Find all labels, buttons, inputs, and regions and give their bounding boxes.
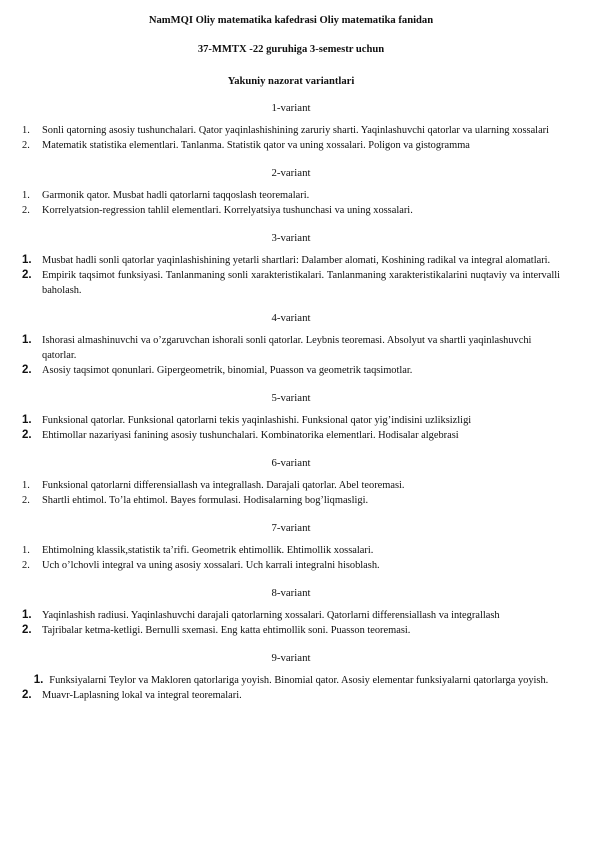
variant-section bbox=[22, 586, 560, 638]
item-number: 2. bbox=[22, 205, 30, 216]
item-text: Korrelyatsion-regression tahlil elementlari. Korrelyatsiya tushunchasi va uning xossalari. bbox=[42, 205, 413, 216]
item-text: Uch o’lchovli integral va uning asosiy xossalari. Uch karrali integralni hisoblash. bbox=[42, 560, 380, 571]
variant-list bbox=[22, 333, 560, 378]
item-text: Garmonik qator. Musbat hadli qatorlarni taqqoslash teoremalari. bbox=[42, 190, 310, 201]
list-item bbox=[22, 673, 560, 688]
item-text: Muavr-Laplasning lokal va integral teoremalari. bbox=[42, 690, 242, 701]
item-number: 1. bbox=[22, 480, 30, 491]
item-number: 1. bbox=[22, 190, 30, 201]
item-text: Empirik taqsimot funksiyasi. Tanlanmaning sonli xarakteristikalari. Tanlanmaning xarakteristikalarini nuqtaviy va intervalli baholash. bbox=[42, 270, 560, 296]
variant-section bbox=[22, 166, 560, 218]
item-text: Funksional qatorlar. Funksional qatorlarni tekis yaqinlashishi. Funksional qator yig’indisini uzliksizligi bbox=[42, 415, 472, 426]
variant-title: 4-variant bbox=[271, 312, 311, 324]
item-text: Tajribalar ketma-ketligi. Bernulli sxemasi. Eng katta ehtimollik soni. Puasson teoremasi. bbox=[42, 625, 411, 636]
list-item bbox=[22, 688, 560, 703]
item-number: 1. bbox=[22, 254, 32, 266]
item-number: 2. bbox=[22, 429, 32, 441]
list-item bbox=[22, 138, 560, 153]
variant-list bbox=[22, 543, 560, 573]
list-item bbox=[22, 123, 560, 138]
header-title: Yakuniy nazorat variantlari bbox=[227, 76, 355, 87]
variant-title: 7-variant bbox=[271, 522, 311, 534]
variant-title: 9-variant bbox=[271, 652, 311, 664]
item-text: Ehtimollar nazariyasi fanining asosiy tushunchalari. Kombinatorika elementlari. Hodisalar algebrasi bbox=[42, 430, 459, 441]
item-number: 2. bbox=[22, 495, 30, 506]
variant-list bbox=[22, 188, 560, 218]
variant-section bbox=[22, 231, 560, 298]
list-item bbox=[22, 428, 560, 443]
list-item bbox=[22, 623, 560, 638]
variant-title: 6-variant bbox=[271, 457, 311, 469]
variant-list bbox=[22, 413, 560, 443]
list-item bbox=[22, 333, 560, 363]
item-text: Funksional qatorlarni differensiallash va integrallash. Darajali qatorlar. Abel teoremasi. bbox=[42, 480, 405, 491]
variant-title: 8-variant bbox=[271, 587, 311, 599]
variant-list bbox=[22, 673, 560, 703]
variant-section bbox=[22, 311, 560, 378]
item-number: 1. bbox=[22, 125, 30, 136]
item-text: Sonli qatorning asosiy tushunchalari. Qator yaqinlashishining zaruriy sharti. Yaqinlashuvchi qatorlar va ularning xossalari bbox=[42, 125, 550, 136]
item-number: 1. bbox=[22, 609, 32, 621]
item-number: 2. bbox=[22, 560, 30, 571]
list-item bbox=[22, 253, 560, 268]
list-item bbox=[22, 363, 560, 378]
item-number: 1. bbox=[22, 334, 32, 346]
header-group: 37-MMTX -22 guruhiga 3-semestr uchun bbox=[197, 44, 385, 55]
list-item bbox=[22, 203, 560, 218]
list-item bbox=[22, 268, 560, 298]
variant-title: 5-variant bbox=[271, 392, 311, 404]
variant-list bbox=[22, 123, 560, 153]
variant-section bbox=[22, 391, 560, 443]
variant-title: 3-variant bbox=[271, 232, 311, 244]
item-text: Shartli ehtimol. To’la ehtimol. Bayes formulasi. Hodisalarning bog’liqmasligi. bbox=[42, 495, 369, 506]
item-number: 1. bbox=[22, 545, 30, 556]
item-text: Musbat hadli sonli qatorlar yaqinlashishining yetarli shartlari: Dalamber alomati, Koshining radikal va integral alomatlari. bbox=[42, 255, 551, 266]
item-text: Funksiyalarni Teylor va Makloren qatorlariga yoyish. Binomial qator. Asosiy elementar funksiyalarni qatorlarga yoyish. bbox=[49, 675, 549, 686]
item-number: 1. bbox=[22, 414, 32, 426]
variant-section bbox=[22, 521, 560, 573]
item-text: Asosiy taqsimot qonunlari. Gipergeometrik, binomial, Puasson va geometrik taqsimotlar. bbox=[42, 365, 413, 376]
variant-title: 2-variant bbox=[271, 167, 311, 179]
variant-title: 1-variant bbox=[271, 102, 311, 114]
variant-section bbox=[22, 651, 560, 703]
list-item bbox=[22, 558, 560, 573]
item-number: 2. bbox=[22, 140, 30, 151]
list-item bbox=[22, 493, 560, 508]
list-item bbox=[22, 543, 560, 558]
item-number: 2. bbox=[22, 689, 32, 701]
item-number: 1. bbox=[33, 674, 44, 686]
item-text: Ehtimolning klassik,statistik ta’rifi. Geometrik ehtimollik. Ehtimollik xossalari. bbox=[42, 545, 374, 556]
item-number: 2. bbox=[22, 364, 32, 376]
item-text: Matematik statistika elementlari. Tanlanma. Statistik qator va uning xossalari. Poligon va gistogramma bbox=[42, 140, 470, 151]
list-item bbox=[22, 478, 560, 493]
list-item bbox=[22, 188, 560, 203]
item-text: Yaqinlashish radiusi. Yaqinlashuvchi darajali qatorlarning xossalari. Qatorlarni differensiallash va integrallash bbox=[42, 610, 500, 621]
item-text: Ishorasi almashinuvchi va o’zgaruvchan ishorali sonli qatorlar. Leybnis teoremasi. Absolyut va shartli yaqinlashuvchi qatorlar. bbox=[42, 335, 532, 361]
list-item bbox=[22, 413, 560, 428]
variant-section bbox=[22, 101, 560, 153]
header-department: NamMQI Oliy matematika kafedrasi Oliy matematika fanidan bbox=[148, 15, 434, 26]
list-item bbox=[22, 608, 560, 623]
variant-list bbox=[22, 608, 560, 638]
variant-list bbox=[22, 253, 560, 298]
item-number: 2. bbox=[22, 624, 32, 636]
variant-section bbox=[22, 456, 560, 508]
variant-list bbox=[22, 478, 560, 508]
item-number: 2. bbox=[22, 269, 32, 281]
